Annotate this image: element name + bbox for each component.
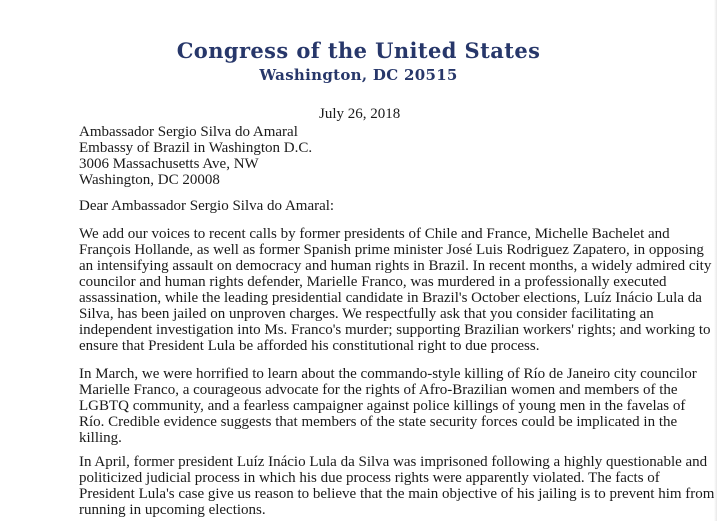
letter-date: July 26, 2018 [319,106,401,122]
paragraph-line: In March, we were horrified to learn about the commando-style killing of Río de Janeiro city councilor [79,366,697,382]
address-line-city: Washington, DC 20008 [79,172,220,188]
letterhead-title: Congress of the United States [176,38,541,63]
paragraph-line: Marielle Franco, a courageous advocate for the rights of Afro-Brazilian women and members of the [79,382,678,398]
recipient-address [79,124,312,188]
address-line-name: Ambassador Sergio Silva do Amaral [79,124,298,140]
paragraph-line: running in upcoming elections. [79,502,266,518]
paragraph-line: In April, former president Luíz Inácio Lula da Silva was imprisoned following a highly questionable and [79,454,708,470]
paragraph-line: President Lula's case give us reason to believe that the main objective of his jailing is to prevent him from [79,486,715,502]
address-line-org: Embassy of Brazil in Washington D.C. [79,140,313,156]
paragraph-line: François Hollande, as well as former Spanish prime minister José Luis Rodriguez Zapatero, in opposing [79,242,704,258]
address-line-street: 3006 Massachusetts Ave, NW [79,156,259,172]
paragraph-line: independent investigation into Ms. Franco's murder; supporting Brazilian workers' rights; and working to [79,322,711,338]
paragraph-line: We add our voices to recent calls by former presidents of Chile and France, Michelle Bachelet and [79,226,670,242]
paragraph-3 [79,454,715,518]
paragraph-line: killing. [79,430,122,446]
salutation: Dear Ambassador Sergio Silva do Amaral: [79,198,335,214]
paragraph-line: an intensifying assault on democracy and human rights in Brazil. In recent months, a widely admired city [79,258,712,274]
paragraph-line: assassination, while the leading presidential candidate in Brazil's October elections, Luíz Inácio Lula da [79,290,702,306]
paragraph-line: Río. Credible evidence suggests that members of the state security forces could be implicated in the [79,414,678,430]
paragraph-line: politicized judicial process in which his due process rights were apparently violated. The facts of [79,470,660,486]
paragraph-line: Silva, has been jailed on unproven charges. We respectfully ask that you consider facilitating an [79,306,654,322]
paragraph-2 [79,366,697,446]
paragraph-line: ensure that President Lula be afforded his constitutional right to due process. [79,338,540,354]
paragraph-line: LGBTQ community, and a fearless campaigner against police killings of young men in the favelas of [79,398,686,414]
paragraph-line: councilor and human rights defender, Marielle Franco, was murdered in a professionally executed [79,274,667,290]
letterhead-location: Washington, DC 20515 [259,66,458,84]
paragraph-1 [79,226,712,354]
